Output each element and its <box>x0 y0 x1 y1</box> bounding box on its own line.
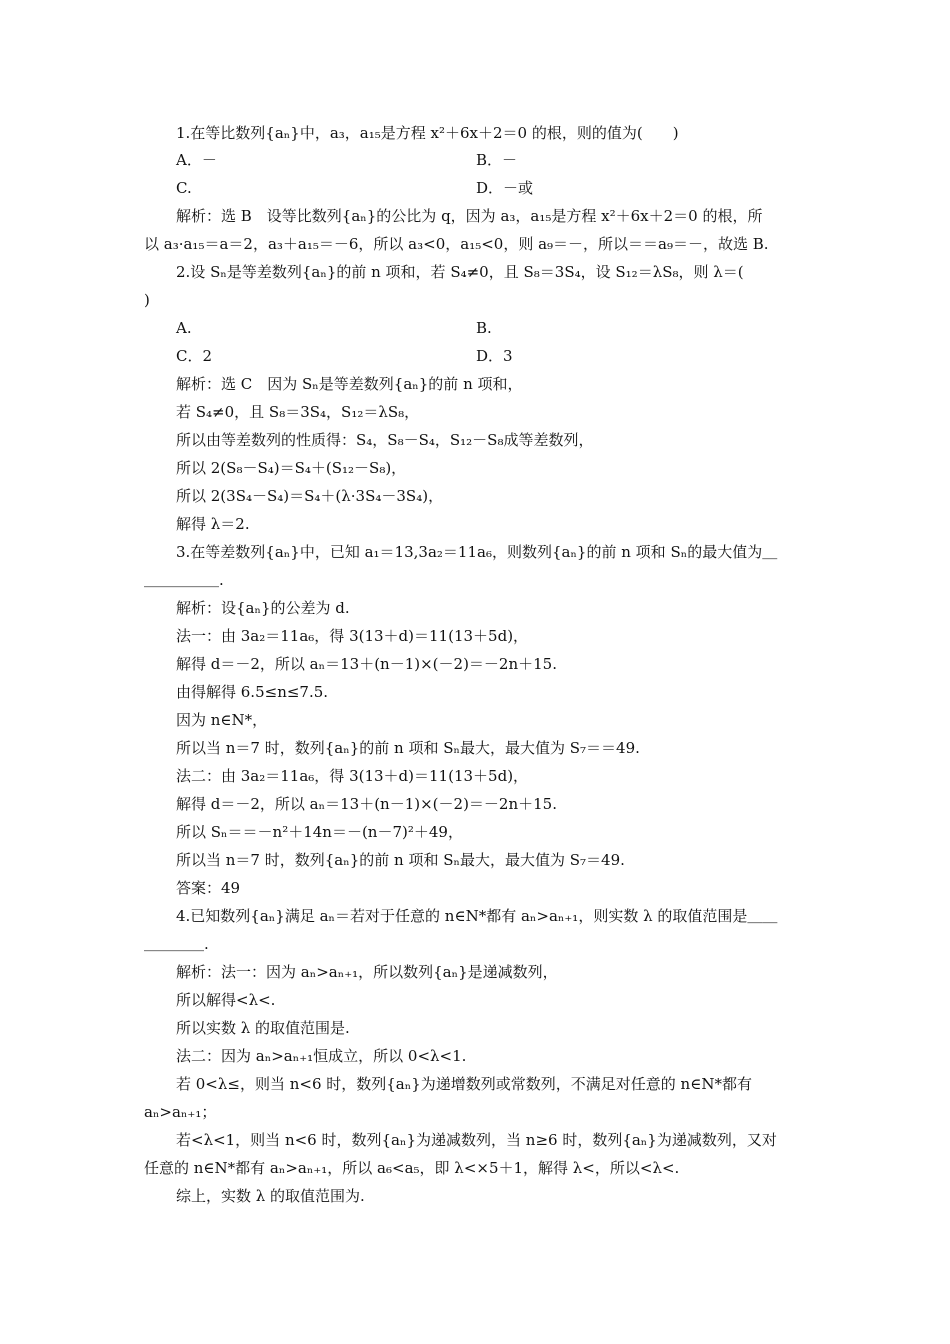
q1-solution-line-2: 以 a₃·a₁₅＝a＝2，a₃＋a₁₅＝－6，所以 a₃<0，a₁₅<0，则 a₉＝－，所以＝＝a₉＝－，故选 B. <box>144 235 769 253</box>
q4-solution-line-1: 解析：法一：因为 aₙ>aₙ₊₁，所以数列{aₙ}是递减数列， <box>176 963 558 981</box>
question-2-stem-cont: ) <box>144 291 150 309</box>
q4-solution-line-3: 所以实数 λ 的取值范围是. <box>176 1019 350 1037</box>
q4-solution-line-6: aₙ>aₙ₊₁； <box>144 1103 217 1121</box>
q2-option-a: A. <box>176 319 192 337</box>
q3-solution-line-3: 解得 d＝－2，所以 aₙ＝13＋(n－1)×(－2)＝－2n＋15. <box>176 655 557 673</box>
q4-solution-line-8: 任意的 n∈N*都有 aₙ>aₙ₊₁，所以 a₆<a₅，即 λ<×5＋1，解得 λ<，所以<λ<. <box>144 1159 680 1177</box>
q3-answer: 答案：49 <box>176 879 241 897</box>
question-3-stem: 3.在等差数列{aₙ}中，已知 a₁＝13,3a₂＝11a₆，则数列{aₙ}的前 n 项和 Sₙ的最大值为＿ <box>176 543 778 561</box>
q3-solution-line-10: 所以当 n＝7 时，数列{aₙ}的前 n 项和 Sₙ最大，最大值为 S₇＝49. <box>176 851 625 869</box>
q3-solution-line-7: 法二：由 3a₂＝11a₆，得 3(13＋d)＝11(13＋5d)， <box>176 767 529 785</box>
q3-solution-line-4: 由得解得 6.5≤n≤7.5. <box>176 683 329 701</box>
q3-solution-line-6: 所以当 n＝7 时，数列{aₙ}的前 n 项和 Sₙ最大，最大值为 S₇＝＝49. <box>176 739 640 757</box>
q4-solution-line-9: 综上，实数 λ 的取值范围为. <box>176 1187 365 1205</box>
question-4-stem: 4.已知数列{aₙ}满足 aₙ＝若对于任意的 n∈N*都有 aₙ>aₙ₊₁，则实数 λ 的取值范围是＿＿ <box>176 907 778 925</box>
q1-option-c: C. <box>176 179 192 197</box>
question-3-stem-cont: ＿＿＿＿＿. <box>144 571 224 589</box>
q2-solution-line-5: 所以 2(3S₄－S₄)＝S₄＋(λ·3S₄－3S₄)， <box>176 487 444 505</box>
q2-option-d: D．3 <box>476 347 513 365</box>
q2-solution-line-6: 解得 λ＝2. <box>176 515 250 533</box>
q4-solution-line-2: 所以解得<λ<. <box>176 991 276 1009</box>
q3-solution-line-1: 解析：设{aₙ}的公差为 d. <box>176 599 350 617</box>
q4-solution-line-5: 若 0<λ≤，则当 n<6 时，数列{aₙ}为递增数列或常数列，不满足对任意的 n∈N*都有 <box>176 1075 752 1093</box>
q2-solution-line-3: 所以由等差数列的性质得：S₄，S₈－S₄，S₁₂－S₈成等差数列， <box>176 431 594 449</box>
q1-solution-line-1: 解析：选 B 设等比数列{aₙ}的公比为 q，因为 a₃，a₁₅是方程 x²＋6x＋2＝0 的根，所 <box>176 207 763 225</box>
question-2-stem: 2.设 Sₙ是等差数列{aₙ}的前 n 项和，若 S₄≠0，且 S₈＝3S₄，设 S₁₂＝λS₈，则 λ＝( <box>176 263 744 281</box>
q1-option-b: B．－ <box>476 151 518 169</box>
q3-solution-line-2: 法一：由 3a₂＝11a₆，得 3(13＋d)＝11(13＋5d)， <box>176 627 529 645</box>
q2-solution-line-1: 解析：选 C 因为 Sₙ是等差数列{aₙ}的前 n 项和， <box>176 375 523 393</box>
q2-solution-line-2: 若 S₄≠0，且 S₈＝3S₄，S₁₂＝λS₈， <box>176 403 420 421</box>
q1-option-a: A．－ <box>176 151 217 169</box>
q4-solution-line-7: 若<λ<1，则当 n<6 时，数列{aₙ}为递减数列，当 n≥6 时，数列{aₙ}为递减数列，又对 <box>176 1131 777 1149</box>
question-1-stem: 1.在等比数列{aₙ}中，a₃，a₁₅是方程 x²＋6x＋2＝0 的根，则的值为( ) <box>176 124 679 142</box>
q3-solution-line-5: 因为 n∈N*， <box>176 711 268 729</box>
question-4-stem-cont: ＿＿＿＿. <box>144 935 209 953</box>
q4-solution-line-4: 法二：因为 aₙ>aₙ₊₁恒成立，所以 0<λ<1. <box>176 1047 467 1065</box>
q2-solution-line-4: 所以 2(S₈－S₄)＝S₄＋(S₁₂－S₈)， <box>176 459 407 477</box>
q3-solution-line-8: 解得 d＝－2，所以 aₙ＝13＋(n－1)×(－2)＝－2n＋15. <box>176 795 557 813</box>
q3-solution-line-9: 所以 Sₙ＝＝－n²＋14n＝－(n－7)²＋49， <box>176 823 463 841</box>
q2-option-b: B. <box>476 319 492 337</box>
q1-option-d: D．－或 <box>476 179 534 197</box>
q2-option-c: C．2 <box>176 347 213 365</box>
